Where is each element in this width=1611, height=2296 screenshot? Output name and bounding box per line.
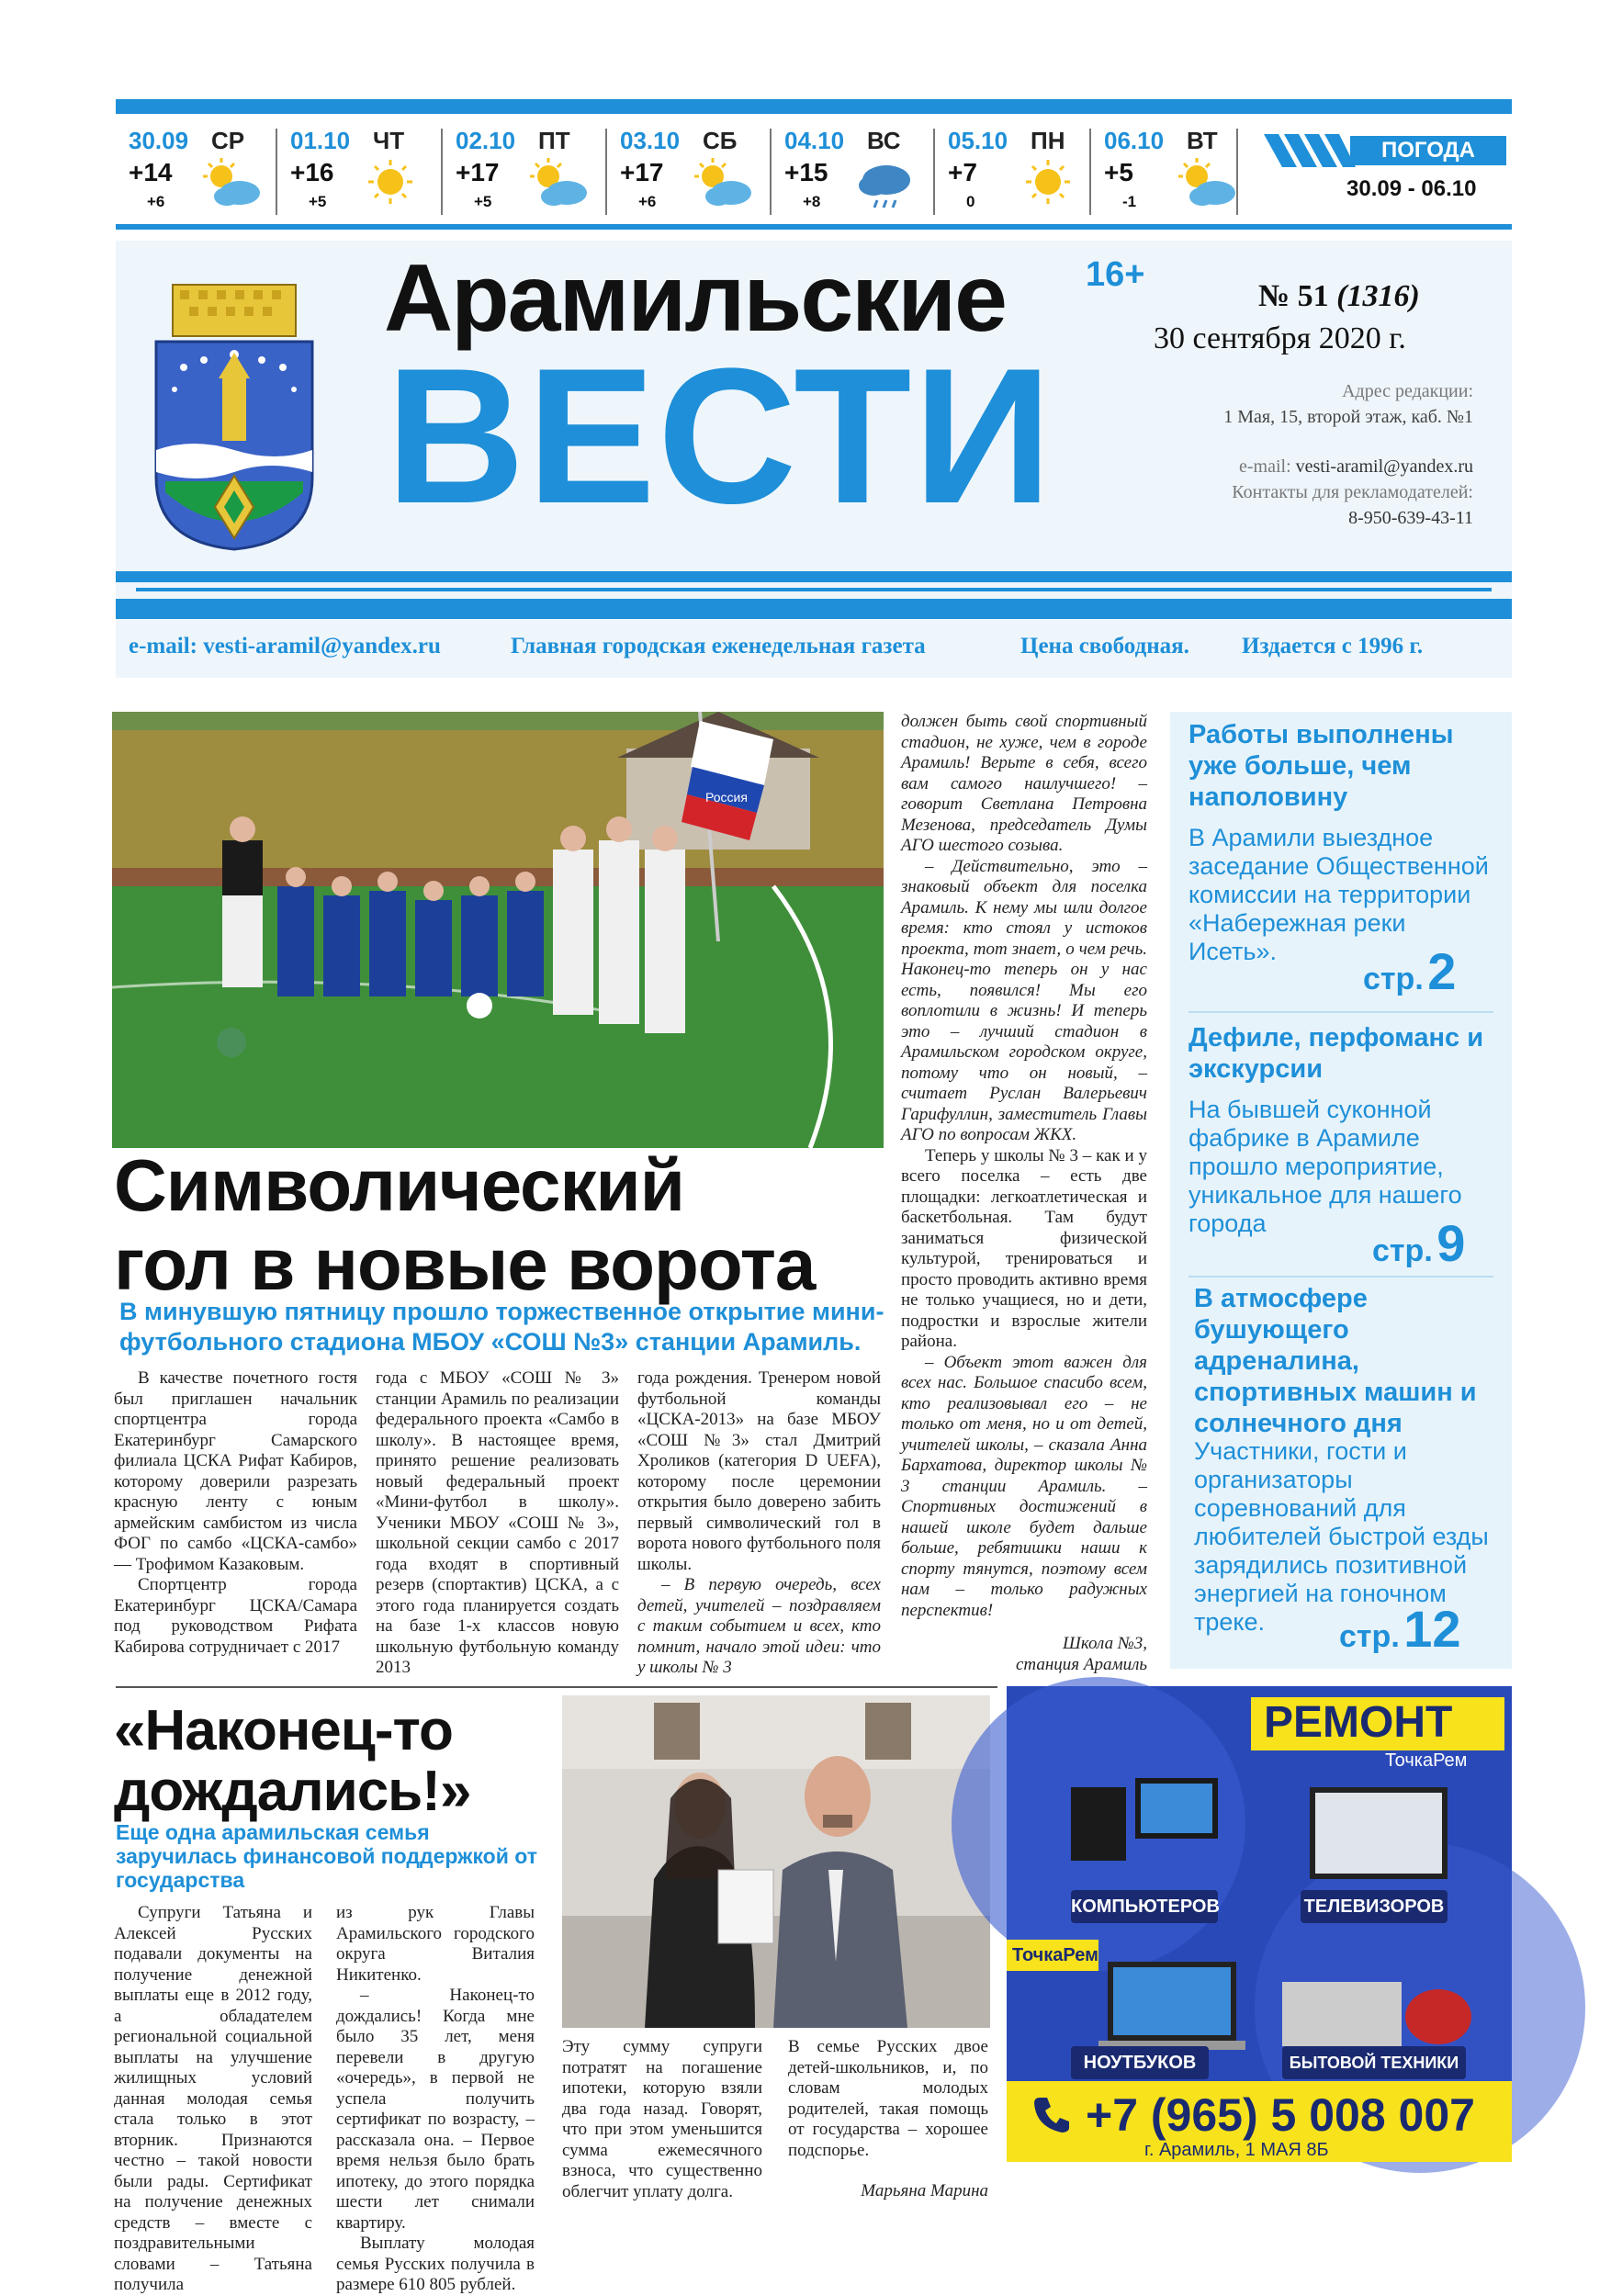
second-col4-p1: В семье Русских двое детей-школьников, и, по словам молодых родителей, такая помощь от государства – хорошее подспорье. <box>788 2037 988 2160</box>
sun-icon <box>1012 154 1084 211</box>
newspaper-title-main: ВЕСТИ <box>386 328 1054 544</box>
weather-separator <box>1089 129 1091 215</box>
second-col2-p2: – Наконец-то дождались! Когда мне было 35 лет, меня перевели в другую «очередь», в первой не успела получить сертификат по возрасту, – рассказала она. – Первое время нельзя было брать ипотеку, до этого порядка шести лет снимали квартиру. <box>336 1986 535 2233</box>
ad-brand-small: ТочкаРем <box>1385 1750 1468 1771</box>
teaser-2-page[interactable] <box>1372 1213 1465 1273</box>
main-lead: В минувшую пятницу прошло торжественное открытие мини-футбольного стадиона МБОУ «СОШ №3» станции Арамиль. <box>119 1298 884 1356</box>
weather-separator <box>770 129 772 215</box>
weather-stripes-icon <box>1264 134 1356 167</box>
teaser-1-text: В Арамили выездное заседание Общественной комиссии на территории «Набережная реки Исеть». <box>1189 824 1489 965</box>
main-story-col-1 <box>114 1368 357 1658</box>
teaser-3-title[interactable]: В атмосфере бушующего адреналина, спортивных машин и солнечного дня <box>1194 1284 1477 1438</box>
second-story-col-3 <box>562 2037 762 2202</box>
weather-separator <box>605 129 607 215</box>
strapline <box>116 619 1512 678</box>
main-col4-p2: – Действительно, это – знаковый объект для поселка Арамиль. К нему мы шли долгое время: кто стоял у истоков проекта, тот знает, о чем речь. Наконец-то теперь он у нас есть, появился! Мы его воплотили в жизнь! И теперь это – лучший стадион в Арамильском городском округе, потому что он новый, – считает Руслан Валерьевич Гарифуллин, заместитель Главы АГО по вопросам ЖКХ. <box>901 856 1147 1144</box>
weather-day-2 <box>446 123 608 220</box>
weather-weekday: СБ <box>703 127 738 154</box>
second-col1-p1: Супруги Татьяна и Алексей Русских подавали документы на получение денежной выплаты еще в 2012 году, а обладателем региональной социальной выплаты на улучшение жилищных условий данная молодая семья стала только в этот вторник. Признаются честно – такой новости были рады. Сертификат на получение денежных средств – вместе с поздравительными словами – Татьяна получила <box>114 1903 312 2294</box>
main-col4-p3: Теперь у школы № 3 – как и у всего поселка – есть две площадки: легкоатлетическая и баскетбольная. Там будут заниматься физической культурой, тренироваться и просто проводить активно время не только учащиеся, но и дети, подростки и взрослые жители района. <box>901 1145 1147 1351</box>
partly-cloudy-icon <box>520 154 591 211</box>
ad-item-appliances: БЫТОВОЙ ТЕХНИКИ <box>1282 2046 1466 2079</box>
weather-day-1 <box>281 123 443 220</box>
main-col3-p1: года рождения. Тренером новой футбольной команды «ЦСКА-2013» на базе МБОУ «СОШ №3» стал Дмитрий Хроликов (категория D UEFA), которому после церемонии открытия было доверено забить первый символический гол в ворота нового футбольного поля школы. <box>637 1368 881 1574</box>
teaser-2-text: На бывшей суконной фабрике в Арамиле прошло мероприятие, уникальное для нашего города <box>1189 1096 1462 1237</box>
weather-day-temp: +14 <box>129 158 173 186</box>
rain-icon <box>849 154 920 211</box>
weather-day-temp: +17 <box>620 158 664 186</box>
weather-date: 04.10 <box>784 127 845 154</box>
weather-night-temp: -1 <box>1122 193 1137 210</box>
strap-email: e-mail: vesti-aramil@yandex.ru <box>129 634 441 658</box>
teaser-1-title[interactable]: Работы выполнены уже больше, чем наполовину <box>1189 720 1454 812</box>
weather-day-temp: +17 <box>456 158 500 186</box>
weather-day-temp: +16 <box>290 158 334 186</box>
second-headline-line-1: «Наконец-то <box>114 1699 453 1762</box>
signature-line-2: станция Арамиль <box>1015 1654 1147 1674</box>
weather-separator <box>441 129 443 215</box>
second-story-col-4 <box>788 2037 988 2202</box>
weather-day-4 <box>775 123 937 220</box>
masthead-rule-1 <box>116 571 1512 582</box>
teaser-3-page[interactable] <box>1339 1599 1461 1659</box>
issue-number-value: № 51 <box>1258 279 1329 313</box>
weather-weekday: ЧТ <box>373 127 405 154</box>
weather-separator <box>1236 129 1238 215</box>
second-headline-line-2: дождались!» <box>114 1760 471 1823</box>
weather-night-temp: +5 <box>309 193 327 210</box>
teaser-3-page-label: стр. <box>1339 1619 1400 1654</box>
weather-night-temp: +5 <box>474 193 492 210</box>
weather-top-bar <box>116 99 1512 114</box>
main-col4-p4: – Объект этот важен для всех нас. Большое спасибо всем, кто реализовывал его – не только от меня, но и от детей, учителей школы, – сказала Анна Бархатова, директор школы № 3 станции Арамиль. – Спортивных достижений в нашей школе будет дальше больше, ребятишки наши к спорту тянутся, поэтому всем нам – только радужных перспектив! <box>901 1352 1147 1620</box>
sidebar-divider <box>1189 1276 1493 1277</box>
weather-day-temp: +7 <box>948 158 977 186</box>
masthead-rule-2 <box>136 588 1492 591</box>
weather-night-temp: 0 <box>966 193 975 210</box>
main-col3-p2: – В первую очередь, всех детей, учителей – поздравляем с таким событием и всех, кто помнит, начало этой идеи: что у школы № 3 <box>637 1575 881 1677</box>
sidebar-divider <box>1189 1011 1493 1013</box>
main-col4-p1: должен быть свой спортивный стадион, не хуже, чем в городе Арамиль! Верьте в себя, всего вам самого наилучшего! – говорит Светлана Петровна Мезенова, председатель Думы АГО шестого созыва. <box>901 712 1147 855</box>
newspaper-title-top: Арамильские <box>384 245 1007 352</box>
weather-night-temp: +8 <box>803 193 821 210</box>
second-story-col-1 <box>114 1903 312 2296</box>
ad-address: г. Арамиль, 1 МАЯ 8Б <box>1144 2140 1329 2160</box>
ad-item-tvs: ТЕЛЕВИЗОРОВ <box>1301 1890 1448 1923</box>
ad-item-computers: КОМПЬЮТЕРОВ <box>1071 1890 1218 1923</box>
second-col3-p1: Эту сумму супруги потратят на погашение ипотеки, которую взяли два года назад. Говорят, что при этом уменьшится сумма ежемесячного взноса, что существенно облегчит уплату долга. <box>562 2037 762 2201</box>
ad-brand-badge: ТочкаРем <box>1012 1945 1098 1965</box>
partly-cloudy-icon <box>193 154 265 211</box>
ad-title: РЕМОНТ <box>1264 1698 1453 1747</box>
second-col2-p3: Выплату молодая семья Русских получила в размере 610 805 рублей. <box>336 2234 535 2294</box>
main-col1-p1: В качестве почетного гостя был приглашен начальник спортцентра города Екатеринбург Самарского филиала ЦСКА Рифат Кабиров, которому доверили разрезать красную ленту с юным армейским самбистом из числа ФОГ по самбо «ЦСКА-самбо» — Трофимом Казаковым. <box>114 1368 357 1574</box>
stadium-opening-photo <box>112 712 884 1148</box>
weather-day-0 <box>119 123 281 220</box>
issue-date: 30 сентября 2020 г. <box>1154 321 1406 355</box>
weather-day-temp: +5 <box>1104 158 1133 186</box>
masthead-rule-3 <box>116 599 1512 619</box>
weather-bottom-bar <box>116 224 1512 230</box>
weather-day-6 <box>1095 123 1256 220</box>
second-lead: Еще одна арамильская семья заручилась финансовой поддержкой от государства <box>116 1820 537 1892</box>
signature-line-1: Школа №3, <box>1063 1634 1147 1653</box>
weather-date: 30.09 <box>129 127 189 154</box>
weather-date: 06.10 <box>1104 127 1165 154</box>
main-headline-line-1: Символический <box>114 1144 684 1226</box>
main-story-col-3 <box>637 1368 881 1679</box>
family-certificate-photo <box>562 1695 990 2028</box>
ad-phone[interactable]: +7 (965) 5 008 007 <box>1086 2089 1475 2141</box>
teaser-2-title[interactable]: Дефиле, перфоманс и экскурсии <box>1189 1023 1484 1084</box>
weather-date: 05.10 <box>948 127 1008 154</box>
weather-weekday: ПН <box>1031 127 1065 154</box>
section-rule <box>116 1686 997 1688</box>
issue-number <box>1258 279 1420 314</box>
main-headline <box>114 1146 815 1304</box>
teaser-3-text: Участники, гости и организаторы соревнований для любителей быстрой езды зарядились позитивной энергией на гоночном треке. <box>1194 1437 1489 1636</box>
second-story-col-2 <box>336 1903 535 2296</box>
strap-price: Цена свободная. <box>1020 634 1189 658</box>
second-story-author: Марьяна Марина <box>861 2181 988 2200</box>
main-col1-p2: Спортцентр города Екатеринбург ЦСКА/Самара под руководством Рифата Кабирова сотрудничает с 2017 <box>114 1575 357 1657</box>
weather-date: 01.10 <box>290 127 351 154</box>
weather-day-5 <box>939 123 1100 220</box>
weather-night-temp: +6 <box>638 193 657 210</box>
weather-separator <box>933 129 935 215</box>
sun-icon <box>355 154 426 211</box>
weather-weekday: ПТ <box>538 127 570 154</box>
ads-contact-label: Контакты для рекламодателей: <box>1232 482 1473 502</box>
teaser-2-page-number: 9 <box>1436 1214 1466 1272</box>
phone-icon <box>1031 2092 1075 2136</box>
weather-day-3 <box>611 123 772 220</box>
weather-weekday: ВС <box>867 127 901 154</box>
second-col2-p1: из рук Главы Арамильского городского округа Виталия Никитенко. <box>336 1903 535 1985</box>
weather-day-temp: +15 <box>784 158 828 186</box>
teaser-1-page[interactable] <box>1363 941 1456 1001</box>
second-headline <box>114 1701 470 1822</box>
weather-range: 30.09 - 06.10 <box>1346 176 1477 201</box>
weather-separator <box>276 129 277 215</box>
flag-text: Россия <box>705 790 748 805</box>
address-label: Адрес редакции: <box>1342 381 1473 401</box>
teaser-1-page-number: 2 <box>1427 942 1457 1000</box>
teaser-1-page-label: стр. <box>1363 962 1424 996</box>
weather-weekday: СР <box>211 127 245 154</box>
strap-tagline: Главная городская еженедельная газета <box>511 634 926 658</box>
weather-date: 03.10 <box>620 127 681 154</box>
main-col2-p1: года с МБОУ «СОШ № 3» станции Арамиль по реализации федерального проекта «Самбо в школу». В настоящее время, принято решение реализовать новый федеральный проект «Мини-футбол в школу». Ученики МБОУ «СОШ № 3», школьной секции самбо с 2017 года входят в спортивный резерв (спортактив) ЦСКА, а с этого года планируется создать на базе 1-х классов новую школьную футбольную команду 2013 <box>376 1368 619 1677</box>
teaser-3-page-number: 12 <box>1403 1600 1461 1658</box>
email-link[interactable]: vesti-aramil@yandex.ru <box>1295 456 1473 477</box>
editorial-address <box>1223 378 1473 430</box>
age-rating: 16+ <box>1086 255 1145 294</box>
weather-weekday: ВТ <box>1187 127 1218 154</box>
sidebar-teasers <box>1170 712 1512 1669</box>
main-story-col-2 <box>376 1368 619 1679</box>
address-value: 1 Мая, 15, второй этаж, каб. №1 <box>1223 407 1473 427</box>
issue-total: (1316) <box>1336 279 1420 313</box>
ad-item-laptops: НОУТБУКОВ <box>1071 2046 1209 2079</box>
partly-cloudy-icon <box>1168 154 1240 211</box>
email-label: e-mail: <box>1239 456 1291 477</box>
weather-night-temp: +6 <box>147 193 165 210</box>
main-story-signature <box>901 1634 1147 1675</box>
weather-date: 02.10 <box>456 127 516 154</box>
contacts <box>1232 454 1473 531</box>
coat-of-arms-logo <box>147 276 321 551</box>
repair-advertisement[interactable] <box>1007 1686 1512 2162</box>
teaser-2-page-label: стр. <box>1372 1233 1433 1268</box>
partly-cloudy-icon <box>684 154 756 211</box>
weather-label: ПОГОДА <box>1350 136 1506 165</box>
ads-phone: 8-950-639-43-11 <box>1348 508 1473 528</box>
main-story-col-4 <box>901 712 1147 1675</box>
strap-since: Издается с 1996 г. <box>1242 634 1424 658</box>
main-headline-line-2: гол в новые ворота <box>114 1223 816 1305</box>
